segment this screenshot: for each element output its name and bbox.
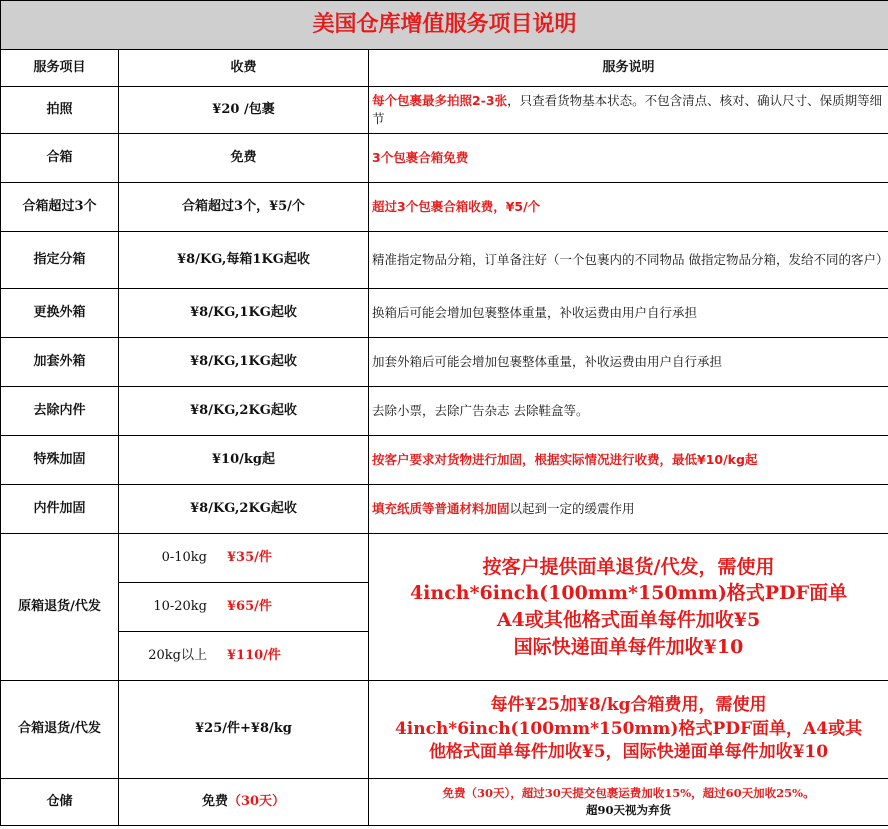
storage-desc-line: 超90天视为弃货 [586,803,672,817]
table-row [1,436,888,485]
item-cell: 指定分箱 [1,232,119,289]
tier-weight: 0-10kg [161,549,207,565]
fee-cell: ¥8/KG,2KG起收 [119,387,369,436]
item-cell: 合箱超过3个 [1,183,119,232]
fee-cell: ¥8/KG,每箱1KG起收 [119,232,369,289]
fee-cell: ¥25/件+¥8/kg [119,681,369,779]
fee-cell [119,779,369,826]
tier-cell [119,632,369,681]
desc-cell [369,387,888,436]
desc-cell [369,436,888,485]
tier-cell [119,534,369,583]
item-cell: 拍照 [1,87,119,134]
desc-highlight: 超过3个包裹合箱收费，¥5/个 [372,198,541,214]
header-desc: 服务说明 [369,50,888,87]
tier-price: ¥35/件 [227,549,272,565]
tier-cell [119,583,369,632]
desc-text: ，只查看货物基本状态。不包含清点、核对、确认尺寸、保质期等细节 [372,92,883,126]
return-desc-line: 4inch*6inch(100mm*150mm)格式PDF面单 [409,582,848,605]
fee-cell: ¥20 /包裹 [119,87,369,134]
desc-cell [369,134,888,183]
item-cell: 原箱退货/代发 [1,534,119,681]
item-cell: 合箱 [1,134,119,183]
header-row [1,50,888,87]
header-item: 服务项目 [1,50,119,87]
fee-cell: 合箱超过3个，¥5/个 [119,183,369,232]
merge-desc-line: 他格式面单每件加收¥5，国际快递面单每件加收¥10 [428,742,829,763]
return-desc-line: 国际快递面单每件加收¥10 [513,635,744,658]
page-title: 美国仓库增值服务项目说明 [1,1,888,50]
table-row [1,183,888,232]
table-row [1,681,888,779]
storage-desc-cell [369,779,888,826]
merge-desc-cell [369,681,888,779]
return-desc-line: 按客户提供面单退货/代发，需使用 [482,555,775,578]
table-row [1,87,888,134]
return-desc-line: A4或其他格式面单每件加收¥5 [496,609,761,631]
desc-highlight: 3个包裹合箱免费 [372,149,469,165]
table-row [1,387,888,436]
tier-price: ¥65/件 [227,598,272,614]
table-row [1,534,888,583]
desc-cell [369,289,888,338]
storage-desc-line: 免费（30天），超过30天提交包裹运费加收15%，超过60天加收25%。 [442,785,815,800]
return-desc-cell [369,534,888,681]
desc-highlight: 填充纸质等普通材料加固 [372,500,510,516]
item-cell: 更换外箱 [1,289,119,338]
fee-cell: ¥8/KG,1KG起收 [119,289,369,338]
table-row [1,134,888,183]
merge-desc-line: 4inch*6inch(100mm*150mm)格式PDF面单，A4或其 [394,718,863,739]
fee-cell: 免费 [119,134,369,183]
tier-weight: 20kg以上 [148,647,207,663]
desc-cell [369,338,888,387]
item-cell: 仓储 [1,779,119,826]
desc-highlight: 按客户要求对货物进行加固，根据实际情况进行收费，最低¥10/kg起 [372,451,758,467]
item-cell: 特殊加固 [1,436,119,485]
desc-text: 以起到一定的缓震作用 [509,500,635,516]
tier-price: ¥110/件 [227,647,281,663]
desc-highlight: 每个包裹最多拍照2-3张 [372,92,508,108]
table-row [1,289,888,338]
table-row [1,338,888,387]
tier-weight: 10-20kg [153,598,207,614]
table-row [1,232,888,289]
desc-cell [369,232,888,289]
desc-cell [369,485,888,534]
item-cell: 合箱退货/代发 [1,681,119,779]
merge-desc-line: 每件¥25加¥8/kg合箱费用，需使用 [490,694,767,715]
item-cell: 内件加固 [1,485,119,534]
desc-text: 去除小票，去除广告杂志 去除鞋盒等。 [372,402,589,418]
fee-free: 免费 [201,793,228,809]
header-fee: 收费 [119,50,369,87]
fee-days: （30天） [227,793,286,809]
fee-cell: ¥10/kg起 [119,436,369,485]
desc-text: 加套外箱后可能会增加包裹整体重量，补收运费由用户自行承担 [372,353,723,369]
desc-text: 精准指定物品分箱，订单备注好（一个包裹内的不同物品 做指定物品分箱，发给不同的客户） [372,251,888,267]
desc-cell [369,87,888,134]
desc-text: 换箱后可能会增加包裹整体重量，补收运费由用户自行承担 [372,304,698,320]
desc-cell [369,183,888,232]
table-row [1,779,888,826]
item-cell: 加套外箱 [1,338,119,387]
table-row [1,485,888,534]
fee-cell: ¥8/KG,1KG起收 [119,338,369,387]
item-cell: 去除内件 [1,387,119,436]
fee-cell: ¥8/KG,2KG起收 [119,485,369,534]
